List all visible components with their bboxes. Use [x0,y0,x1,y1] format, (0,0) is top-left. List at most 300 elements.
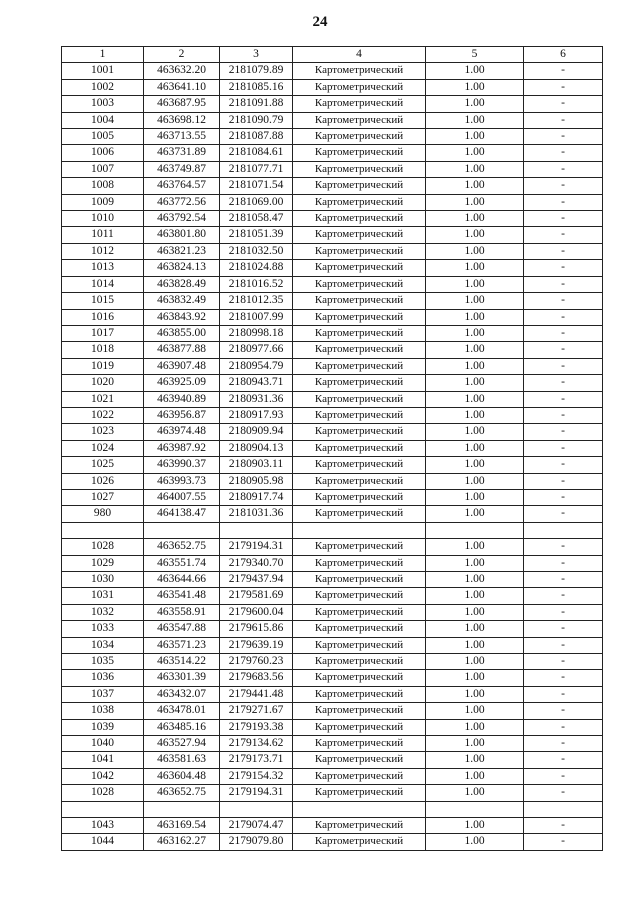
table-row [62,588,603,604]
point-number-cell: 1007 [62,161,144,177]
point-number-cell: 1029 [62,555,144,571]
table-row [62,489,603,505]
empty-cell [220,522,293,538]
note-cell: - [524,637,603,653]
table-row [62,211,603,227]
method-cell: Картометрический [293,473,426,489]
x-coordinate-cell: 463764.57 [144,178,220,194]
accuracy-cell: 1.00 [426,539,524,555]
x-coordinate-cell: 463652.75 [144,539,220,555]
x-coordinate-cell: 463956.87 [144,407,220,423]
point-number-cell: 1010 [62,211,144,227]
note-cell: - [524,588,603,604]
x-coordinate-cell: 463855.00 [144,325,220,341]
table-separator-row [62,801,603,817]
point-number-cell: 1039 [62,719,144,735]
column-header-4: 4 [293,47,426,63]
table-row [62,63,603,79]
table-row [62,834,603,850]
method-cell: Картометрический [293,768,426,784]
accuracy-cell: 1.00 [426,178,524,194]
column-header-6: 6 [524,47,603,63]
y-coordinate-cell: 2180903.11 [220,457,293,473]
method-cell: Картометрический [293,440,426,456]
note-cell: - [524,96,603,112]
accuracy-cell: 1.00 [426,686,524,702]
table-row [62,112,603,128]
accuracy-cell: 1.00 [426,227,524,243]
table-row [62,145,603,161]
y-coordinate-cell: 2180917.93 [220,407,293,423]
y-coordinate-cell: 2180954.79 [220,358,293,374]
point-number-cell: 1005 [62,129,144,145]
point-number-cell: 1040 [62,736,144,752]
point-number-cell: 1028 [62,539,144,555]
table-row [62,768,603,784]
empty-cell [220,801,293,817]
accuracy-cell: 1.00 [426,96,524,112]
x-coordinate-cell: 463541.48 [144,588,220,604]
accuracy-cell: 1.00 [426,555,524,571]
empty-cell [426,801,524,817]
method-cell: Картометрический [293,785,426,801]
accuracy-cell: 1.00 [426,785,524,801]
accuracy-cell: 1.00 [426,63,524,79]
y-coordinate-cell: 2179154.32 [220,768,293,784]
table-row [62,670,603,686]
method-cell: Картометрический [293,342,426,358]
empty-cell [426,522,524,538]
point-number-cell: 1001 [62,63,144,79]
note-cell: - [524,834,603,850]
method-cell: Картометрический [293,63,426,79]
method-cell: Картометрический [293,260,426,276]
note-cell: - [524,621,603,637]
y-coordinate-cell: 2179639.19 [220,637,293,653]
accuracy-cell: 1.00 [426,768,524,784]
accuracy-cell: 1.00 [426,391,524,407]
method-cell: Картометрический [293,211,426,227]
y-coordinate-cell: 2181085.16 [220,79,293,95]
note-cell: - [524,424,603,440]
x-coordinate-cell: 463581.63 [144,752,220,768]
x-coordinate-cell: 463641.10 [144,79,220,95]
x-coordinate-cell: 463558.91 [144,604,220,620]
point-number-cell: 1025 [62,457,144,473]
table-row [62,129,603,145]
column-header-3: 3 [220,47,293,63]
table-row [62,79,603,95]
y-coordinate-cell: 2179271.67 [220,703,293,719]
note-cell: - [524,211,603,227]
y-coordinate-cell: 2179615.86 [220,621,293,637]
table-body [62,47,603,851]
column-header-2: 2 [144,47,220,63]
y-coordinate-cell: 2181012.35 [220,293,293,309]
y-coordinate-cell: 2181051.39 [220,227,293,243]
y-coordinate-cell: 2181084.61 [220,145,293,161]
y-coordinate-cell: 2179683.56 [220,670,293,686]
x-coordinate-cell: 463821.23 [144,243,220,259]
note-cell: - [524,375,603,391]
note-cell: - [524,194,603,210]
method-cell: Картометрический [293,178,426,194]
x-coordinate-cell: 463987.92 [144,440,220,456]
table-separator-row [62,522,603,538]
table-row [62,358,603,374]
x-coordinate-cell: 463801.80 [144,227,220,243]
method-cell: Картометрический [293,293,426,309]
y-coordinate-cell: 2179193.38 [220,719,293,735]
method-cell: Картометрический [293,407,426,423]
method-cell: Картометрический [293,588,426,604]
point-number-cell: 1028 [62,785,144,801]
table-row [62,571,603,587]
accuracy-cell: 1.00 [426,719,524,735]
method-cell: Картометрический [293,375,426,391]
table-row [62,276,603,292]
point-number-cell: 1017 [62,325,144,341]
point-number-cell: 1034 [62,637,144,653]
empty-cell [144,522,220,538]
method-cell: Картометрический [293,79,426,95]
table-row [62,457,603,473]
y-coordinate-cell: 2179340.70 [220,555,293,571]
point-number-cell: 1031 [62,588,144,604]
y-coordinate-cell: 2180905.98 [220,473,293,489]
note-cell: - [524,309,603,325]
x-coordinate-cell: 463514.22 [144,654,220,670]
x-coordinate-cell: 463828.49 [144,276,220,292]
method-cell: Картометрический [293,571,426,587]
x-coordinate-cell: 463632.20 [144,63,220,79]
coordinates-table [61,46,603,851]
y-coordinate-cell: 2179079.80 [220,834,293,850]
method-cell: Картометрический [293,489,426,505]
note-cell: - [524,457,603,473]
table-row [62,96,603,112]
empty-cell [144,801,220,817]
point-number-cell: 1019 [62,358,144,374]
note-cell: - [524,63,603,79]
point-number-cell: 1004 [62,112,144,128]
x-coordinate-cell: 463843.92 [144,309,220,325]
table-row [62,621,603,637]
note-cell: - [524,736,603,752]
accuracy-cell: 1.00 [426,79,524,95]
point-number-cell: 1015 [62,293,144,309]
accuracy-cell: 1.00 [426,129,524,145]
method-cell: Картометрический [293,145,426,161]
accuracy-cell: 1.00 [426,588,524,604]
y-coordinate-cell: 2179194.31 [220,539,293,555]
x-coordinate-cell: 463698.12 [144,112,220,128]
table-row [62,604,603,620]
y-coordinate-cell: 2179441.48 [220,686,293,702]
column-header-5: 5 [426,47,524,63]
point-number-cell: 1026 [62,473,144,489]
y-coordinate-cell: 2180943.71 [220,375,293,391]
table-row [62,407,603,423]
method-cell: Картометрический [293,752,426,768]
point-number-cell: 1043 [62,818,144,834]
table-row [62,178,603,194]
y-coordinate-cell: 2181071.54 [220,178,293,194]
note-cell: - [524,686,603,702]
point-number-cell: 1042 [62,768,144,784]
note-cell: - [524,325,603,341]
table-row [62,391,603,407]
table-row [62,736,603,752]
note-cell: - [524,818,603,834]
x-coordinate-cell: 463792.54 [144,211,220,227]
x-coordinate-cell: 463652.75 [144,785,220,801]
empty-cell [62,801,144,817]
accuracy-cell: 1.00 [426,670,524,686]
note-cell: - [524,719,603,735]
x-coordinate-cell: 463925.09 [144,375,220,391]
accuracy-cell: 1.00 [426,407,524,423]
y-coordinate-cell: 2181069.00 [220,194,293,210]
point-number-cell: 1033 [62,621,144,637]
table-row [62,161,603,177]
accuracy-cell: 1.00 [426,473,524,489]
x-coordinate-cell: 463604.48 [144,768,220,784]
table-row [62,752,603,768]
table-row [62,309,603,325]
note-cell: - [524,571,603,587]
table-row [62,818,603,834]
note-cell: - [524,555,603,571]
table-row [62,703,603,719]
y-coordinate-cell: 2180904.13 [220,440,293,456]
point-number-cell: 1012 [62,243,144,259]
accuracy-cell: 1.00 [426,375,524,391]
method-cell: Картометрический [293,309,426,325]
accuracy-cell: 1.00 [426,506,524,522]
accuracy-cell: 1.00 [426,145,524,161]
note-cell: - [524,440,603,456]
method-cell: Картометрический [293,719,426,735]
y-coordinate-cell: 2181077.71 [220,161,293,177]
point-number-cell: 1037 [62,686,144,702]
table-row [62,637,603,653]
x-coordinate-cell: 463990.37 [144,457,220,473]
empty-cell [293,801,426,817]
method-cell: Картометрический [293,325,426,341]
empty-cell [524,801,603,817]
method-cell: Картометрический [293,457,426,473]
method-cell: Картометрический [293,358,426,374]
x-coordinate-cell: 463832.49 [144,293,220,309]
note-cell: - [524,391,603,407]
method-cell: Картометрический [293,243,426,259]
point-number-cell: 1006 [62,145,144,161]
accuracy-cell: 1.00 [426,654,524,670]
note-cell: - [524,654,603,670]
point-number-cell: 1016 [62,309,144,325]
point-number-cell: 1024 [62,440,144,456]
point-number-cell: 1036 [62,670,144,686]
x-coordinate-cell: 463432.07 [144,686,220,702]
y-coordinate-cell: 2180998.18 [220,325,293,341]
table-row [62,785,603,801]
table-header-row [62,47,603,63]
point-number-cell: 1011 [62,227,144,243]
method-cell: Картометрический [293,686,426,702]
accuracy-cell: 1.00 [426,621,524,637]
method-cell: Картометрический [293,424,426,440]
note-cell: - [524,489,603,505]
y-coordinate-cell: 2179760.23 [220,654,293,670]
empty-cell [524,522,603,538]
note-cell: - [524,407,603,423]
accuracy-cell: 1.00 [426,293,524,309]
note-cell: - [524,785,603,801]
point-number-cell: 1020 [62,375,144,391]
page-number: 24 [312,14,328,30]
accuracy-cell: 1.00 [426,309,524,325]
x-coordinate-cell: 463644.66 [144,571,220,587]
y-coordinate-cell: 2179581.69 [220,588,293,604]
note-cell: - [524,129,603,145]
note-cell: - [524,276,603,292]
x-coordinate-cell: 464138.47 [144,506,220,522]
method-cell: Картометрический [293,703,426,719]
note-cell: - [524,178,603,194]
point-number-cell: 1023 [62,424,144,440]
method-cell: Картометрический [293,194,426,210]
table-row [62,473,603,489]
table-row [62,424,603,440]
table-row [62,260,603,276]
accuracy-cell: 1.00 [426,260,524,276]
x-coordinate-cell: 463169.54 [144,818,220,834]
accuracy-cell: 1.00 [426,211,524,227]
note-cell: - [524,473,603,489]
y-coordinate-cell: 2179194.31 [220,785,293,801]
x-coordinate-cell: 463907.48 [144,358,220,374]
x-coordinate-cell: 463877.88 [144,342,220,358]
point-number-cell: 1030 [62,571,144,587]
accuracy-cell: 1.00 [426,818,524,834]
x-coordinate-cell: 464007.55 [144,489,220,505]
table-row [62,539,603,555]
method-cell: Картометрический [293,637,426,653]
table-row [62,686,603,702]
y-coordinate-cell: 2181007.99 [220,309,293,325]
point-number-cell: 1027 [62,489,144,505]
note-cell: - [524,670,603,686]
y-coordinate-cell: 2179437.94 [220,571,293,587]
method-cell: Картометрический [293,506,426,522]
point-number-cell: 1013 [62,260,144,276]
table-row [62,654,603,670]
table-row [62,440,603,456]
table-row [62,194,603,210]
method-cell: Картометрический [293,129,426,145]
note-cell: - [524,145,603,161]
method-cell: Картометрический [293,670,426,686]
y-coordinate-cell: 2179134.62 [220,736,293,752]
accuracy-cell: 1.00 [426,161,524,177]
accuracy-cell: 1.00 [426,571,524,587]
empty-cell [62,522,144,538]
method-cell: Картометрический [293,654,426,670]
note-cell: - [524,293,603,309]
accuracy-cell: 1.00 [426,243,524,259]
x-coordinate-cell: 463687.95 [144,96,220,112]
accuracy-cell: 1.00 [426,342,524,358]
y-coordinate-cell: 2181032.50 [220,243,293,259]
x-coordinate-cell: 463547.88 [144,621,220,637]
accuracy-cell: 1.00 [426,112,524,128]
method-cell: Картометрический [293,112,426,128]
point-number-cell: 1009 [62,194,144,210]
y-coordinate-cell: 2181058.47 [220,211,293,227]
table-row [62,293,603,309]
note-cell: - [524,752,603,768]
note-cell: - [524,506,603,522]
method-cell: Картометрический [293,391,426,407]
table-row [62,555,603,571]
y-coordinate-cell: 2181091.88 [220,96,293,112]
x-coordinate-cell: 463749.87 [144,161,220,177]
method-cell: Картометрический [293,736,426,752]
point-number-cell: 1032 [62,604,144,620]
point-number-cell: 1035 [62,654,144,670]
method-cell: Картометрический [293,834,426,850]
y-coordinate-cell: 2180977.66 [220,342,293,358]
note-cell: - [524,342,603,358]
point-number-cell: 1022 [62,407,144,423]
table-row [62,243,603,259]
point-number-cell: 1018 [62,342,144,358]
point-number-cell: 980 [62,506,144,522]
accuracy-cell: 1.00 [426,637,524,653]
table-row [62,227,603,243]
point-number-cell: 1041 [62,752,144,768]
note-cell: - [524,539,603,555]
method-cell: Картометрический [293,621,426,637]
x-coordinate-cell: 463772.56 [144,194,220,210]
point-number-cell: 1038 [62,703,144,719]
point-number-cell: 1044 [62,834,144,850]
y-coordinate-cell: 2181016.52 [220,276,293,292]
column-header-1: 1 [62,47,144,63]
table-row [62,719,603,735]
point-number-cell: 1008 [62,178,144,194]
y-coordinate-cell: 2181090.79 [220,112,293,128]
accuracy-cell: 1.00 [426,489,524,505]
y-coordinate-cell: 2181087.88 [220,129,293,145]
note-cell: - [524,358,603,374]
y-coordinate-cell: 2179074.47 [220,818,293,834]
accuracy-cell: 1.00 [426,752,524,768]
y-coordinate-cell: 2179600.04 [220,604,293,620]
y-coordinate-cell: 2181031.36 [220,506,293,522]
point-number-cell: 1021 [62,391,144,407]
note-cell: - [524,604,603,620]
accuracy-cell: 1.00 [426,276,524,292]
x-coordinate-cell: 463940.89 [144,391,220,407]
note-cell: - [524,243,603,259]
method-cell: Картометрический [293,539,426,555]
point-number-cell: 1002 [62,79,144,95]
method-cell: Картометрический [293,555,426,571]
method-cell: Картометрический [293,161,426,177]
accuracy-cell: 1.00 [426,440,524,456]
